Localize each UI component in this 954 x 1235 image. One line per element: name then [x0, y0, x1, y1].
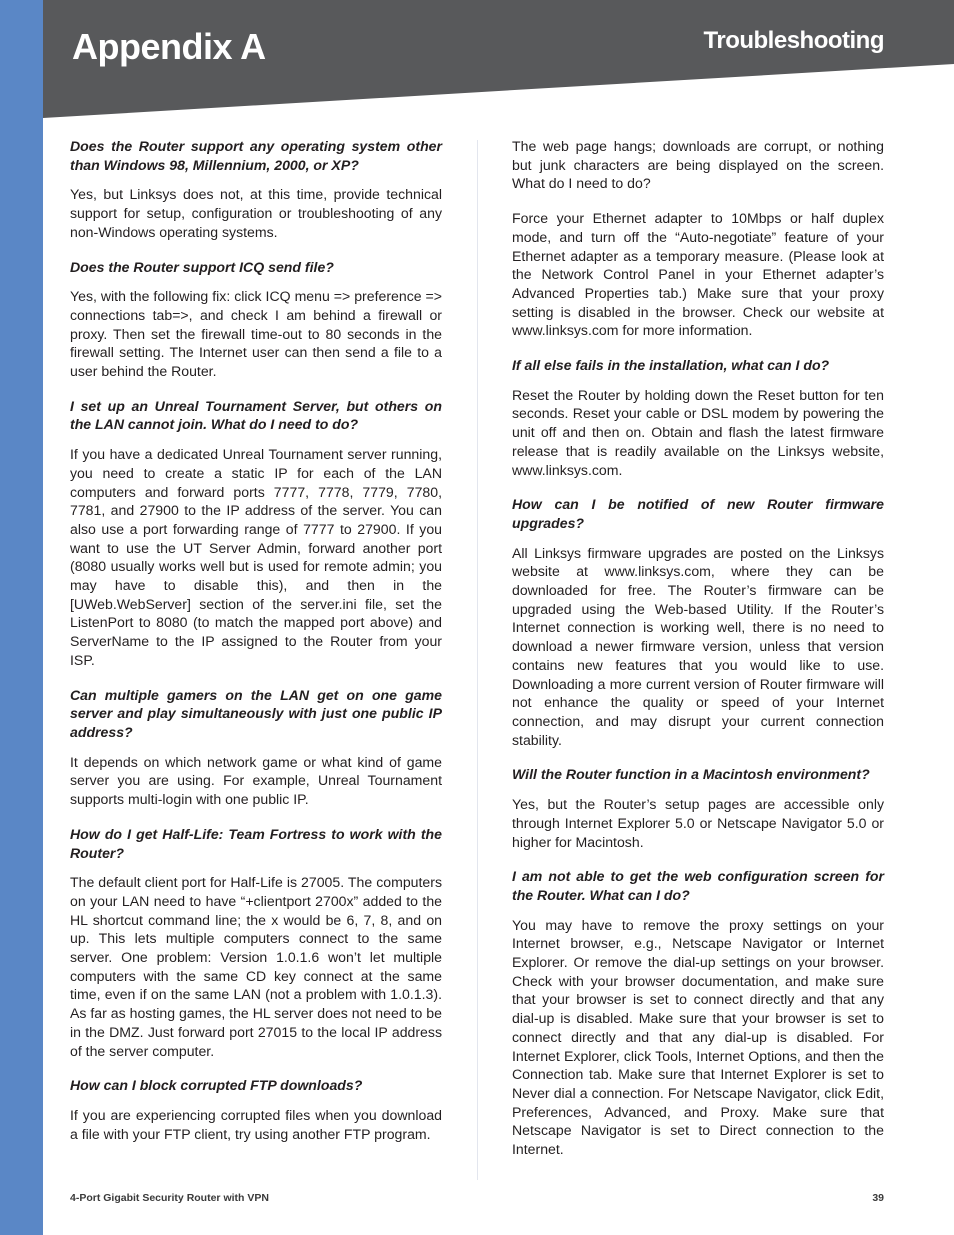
- page-number: 39: [872, 1192, 884, 1204]
- faq-answer: You may have to remove the proxy settings on your Internet browser, e.g., Netscape Navigator or Internet Explorer. Or remove the dial-up settings on your browser. Check with your browser documentation, and make sure that your browser is set to connect directly and that any dial-up is disabled. Make sure that your browser is set to connect directly and that any dial-up is disabled. For Internet Explorer, click Tools, Internet Options, and then the Connection tab. Make sure that Internet Explorer is set to Never dial a connection. For Netscape Navigator, click Edit, Preferences, Advanced, and Proxy. Make sure that Netscape Navigator is set to Direct connection to the Internet.: [512, 916, 884, 1158]
- faq-answer: The default client port for Half-Life is 27005. The computers on your LAN need to have “+clientport 2700x” added to the HL shortcut command line; the x would be 6, 7, 8, and on up. This lets multiple computers connect to the same server. One problem: Version 1.0.1.6 won’t let multiple computers with the same CD key connect at the same time, even if on the same LAN (not a problem with 1.0.1.3). As far as hosting games, the HL server does not need to be in the DMZ. Just forward port 27015 to the local IP address of the server computer.: [70, 874, 442, 1059]
- faq-answer: It depends on which network game or what kind of game server you are using. For example, Unreal Tournament supports multi-login with one public IP.: [70, 753, 442, 808]
- faq-answer: Yes, with the following fix: click ICQ menu => preference => connections tab=>, and check I am behind a firewall or proxy. Then set the firewall time-out to 80 seconds in the firewall setting. The Internet user can then send a file to a user behind the Router.: [70, 288, 442, 380]
- sidebar-color-strip: [0, 0, 43, 1235]
- column-divider: [477, 140, 478, 1180]
- faq-question: If all else fails in the installation, what can I do?: [512, 357, 830, 374]
- faq-question: How do I get Half-Life: Team Fortress to work with the Router?: [70, 825, 442, 861]
- faq-answer: Yes, but Linksys does not, at this time, provide technical support for setup, configuration or troubleshooting of any non-Windows operating systems.: [70, 186, 442, 240]
- faq-answer: Reset the Router by holding down the Reset button for ten seconds. Reset your cable or DSL modem by powering the unit off and then on. Obtain and flash the latest firmware release that is readily available on the Linksys website, www.linksys.com.: [512, 386, 884, 478]
- faq-answer: If you are experiencing corrupted files when you download a file with your FTP client, try using another FTP program.: [70, 1106, 442, 1142]
- footer-product-name: 4-Port Gigabit Security Router with VPN: [70, 1192, 269, 1204]
- faq-question: How can I block corrupted FTP downloads?: [70, 1077, 363, 1094]
- faq-question: How can I be notified of new Router firmware upgrades?: [512, 496, 884, 531]
- faq-answer: Force your Ethernet adapter to 10Mbps or half duplex mode, and turn off the “Auto-negotiate” feature of your Ethernet adapter as a temporary measure. (Please look at the Network Control Panel in your Ethernet adapter’s Advanced Properties tab.) Make sure that your proxy setting is disabled in the browser. Check our website at www.linksys.com for more information.: [512, 210, 884, 339]
- faq-question: Can multiple gamers on the LAN get on one game server and play simultaneously with just one public IP address?: [70, 686, 442, 740]
- faq-question: Does the Router support ICQ send file?: [70, 258, 334, 275]
- faq-answer: All Linksys firmware upgrades are posted on the Linksys website at www.linksys.com, where they can be downloaded for free. The Router’s firmware can be upgraded using the Web-based Utility. If the Router’s Internet connection is working well, there is no need to download a newer firmware version, unless that version contains new features that you would like to use. Downloading a more current version of Router firmware will not enhance the quality or speed of your Internet connection, and may disrupt your current connection stability.: [512, 544, 884, 748]
- faq-question: Will the Router function in a Macintosh environment?: [512, 766, 870, 783]
- faq-answer: If you have a dedicated Unreal Tournament server running, you need to create a static IP for each of the LAN computers and forward ports 7777, 7778, 7779, 7780, 7781, and 27900 to the IP address of the server. You can also use a port forwarding range of 7777 to 27900. If you want to use the UT Server Admin, forward another port (8080 usually works well but is used for remote admin; you may have to disable this), and then in the [UWeb.WebServer] section of the server.ini file, set the ListenPort to 8080 (to match the mapped port above) and ServerName to the IP assigned to the Router from your ISP.: [70, 446, 442, 668]
- faq-question: Does the Router support any operating system other than Windows 98, Millennium, 2000, or XP?: [70, 138, 442, 173]
- right-column: [512, 137, 884, 1175]
- faq-question: I am not able to get the web configuration screen for the Router. What can I do?: [512, 868, 884, 903]
- left-column: [70, 137, 442, 1159]
- page-title: Appendix A: [72, 26, 266, 67]
- faq-answer: The web page hangs; downloads are corrupt, or nothing but junk characters are being displayed on the screen. What do I need to do?: [512, 138, 884, 192]
- faq-answer: Yes, but the Router’s setup pages are accessible only through Internet Explorer 5.0 or Netscape Navigator 5.0 or higher for Macintosh.: [512, 796, 884, 850]
- faq-question: I set up an Unreal Tournament Server, but others on the LAN cannot join. What do I need to do?: [70, 397, 442, 433]
- section-title: Troubleshooting: [703, 27, 884, 54]
